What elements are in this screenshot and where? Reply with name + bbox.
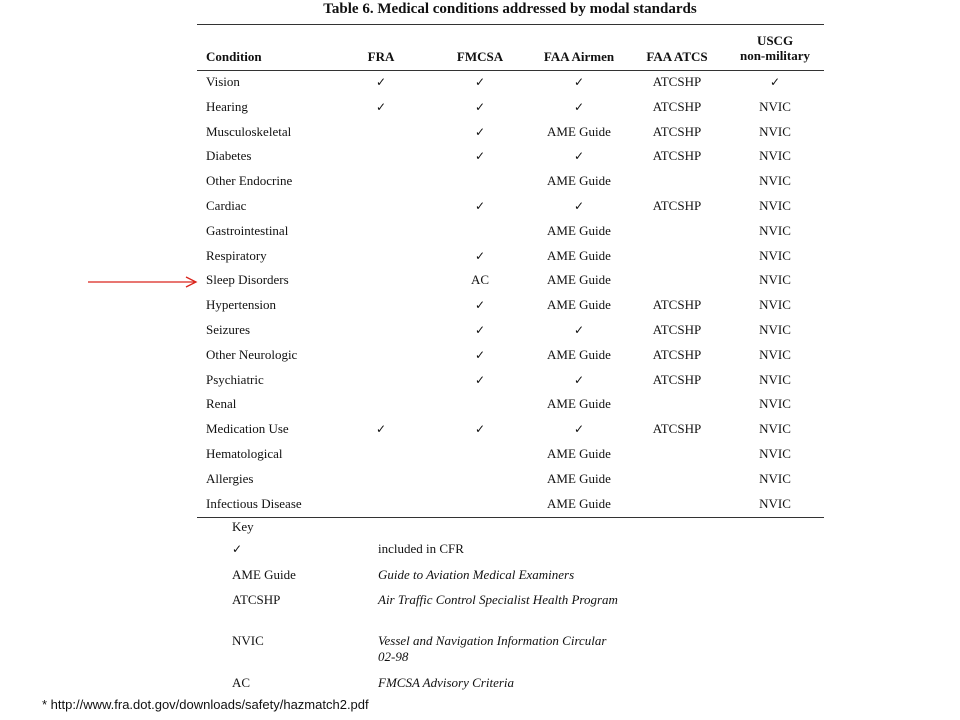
cell-fra: ✓	[375, 99, 387, 114]
cell-condition: Seizures	[206, 322, 251, 337]
table-row	[0, 418, 960, 443]
key-term: AC	[232, 675, 251, 690]
table-bottom-rule	[197, 517, 824, 518]
cell-uscg: NVIC	[759, 346, 791, 362]
cell-faa-atcs: ATCSHP	[652, 322, 702, 337]
header-faa-airmen: FAA Airmen	[543, 49, 615, 64]
key-definition: included in CFR	[378, 541, 464, 556]
cell-fmcsa: ✓	[474, 347, 486, 362]
table-row	[0, 121, 960, 146]
key-term: ATCSHP	[232, 592, 281, 607]
cell-fmcsa: ✓	[474, 199, 486, 213]
cell-uscg: NVIC	[759, 396, 791, 412]
header-fmcsa: FMCSA	[456, 49, 504, 64]
cell-uscg: NVIC	[759, 272, 791, 288]
cell-uscg: NVIC	[759, 446, 791, 461]
table-row	[0, 344, 960, 369]
table-row	[0, 294, 960, 319]
header-uscg-line2: non-military	[739, 48, 811, 63]
table-row	[0, 393, 960, 418]
cell-uscg: NVIC	[759, 297, 791, 313]
cell-condition: Infectious Disease	[206, 495, 302, 511]
table-row	[0, 245, 960, 270]
cell-fmcsa: ✓	[474, 124, 486, 139]
cell-uscg: NVIC	[759, 371, 791, 387]
cell-faa-airmen: AME Guide	[547, 173, 611, 189]
cell-faa-airmen: ✓	[573, 149, 585, 164]
cell-faa-atcs: ATCSHP	[652, 421, 702, 437]
table-row	[0, 319, 960, 344]
cell-fmcsa: ✓	[474, 248, 486, 263]
cell-faa-airmen: ✓	[573, 75, 585, 89]
table-row	[0, 493, 960, 518]
key-definition: Vessel and Navigation Information Circular 02-98	[378, 633, 607, 664]
key-term: AME Guide	[232, 567, 296, 582]
cell-faa-atcs: ATCSHP	[652, 297, 702, 313]
cell-condition: Medication Use	[206, 421, 289, 437]
cell-faa-airmen: AME Guide	[547, 495, 611, 511]
cell-faa-airmen: ✓	[573, 422, 585, 437]
table-row	[0, 96, 960, 121]
cell-uscg: NVIC	[759, 98, 791, 114]
cell-fmcsa: ✓	[474, 298, 486, 313]
cell-faa-atcs: ATCSHP	[652, 198, 702, 213]
cell-fmcsa: ✓	[474, 372, 486, 387]
cell-condition: Vision	[206, 74, 240, 89]
key-term: NVIC	[232, 633, 264, 648]
cell-faa-airmen: AME Guide	[547, 123, 611, 139]
cell-condition: Sleep Disorders	[206, 272, 289, 288]
cell-faa-airmen: AME Guide	[547, 247, 611, 263]
cell-uscg: NVIC	[759, 148, 791, 164]
cell-uscg: NVIC	[759, 123, 791, 139]
cell-uscg: NVIC	[759, 322, 791, 337]
cell-faa-airmen: ✓	[573, 372, 585, 387]
cell-condition: Hypertension	[206, 297, 277, 313]
cell-faa-airmen: AME Guide	[547, 470, 611, 486]
cell-uscg: NVIC	[759, 495, 791, 511]
cell-fmcsa: AC	[470, 272, 490, 288]
cell-faa-airmen: ✓	[573, 199, 585, 213]
cell-condition: Psychiatric	[206, 371, 264, 387]
key-definition: Guide to Aviation Medical Examiners	[378, 567, 575, 582]
cell-fmcsa: ✓	[474, 323, 486, 337]
cell-faa-atcs: ATCSHP	[652, 346, 702, 362]
cell-condition: Gastrointestinal	[206, 222, 289, 238]
header-faa-atcs: FAA ATCS	[646, 49, 708, 64]
table-row	[0, 468, 960, 493]
cell-condition: Hearing	[206, 98, 248, 114]
cell-condition: Musculoskeletal	[206, 123, 292, 139]
cell-fra: ✓	[375, 75, 387, 89]
cell-condition: Hematological	[206, 446, 283, 461]
table-row	[0, 369, 960, 394]
header-fra: FRA	[367, 49, 395, 64]
cell-condition: Allergies	[206, 470, 254, 486]
header-uscg	[724, 33, 826, 63]
table-top-rule	[197, 24, 824, 25]
cell-faa-airmen: AME Guide	[547, 446, 611, 461]
key-term: ✓	[232, 542, 243, 556]
cell-condition: Cardiac	[206, 198, 247, 213]
table-row	[0, 71, 960, 96]
cell-uscg: NVIC	[759, 198, 791, 213]
header-condition: Condition	[206, 49, 262, 64]
cell-faa-airmen: ✓	[573, 323, 585, 337]
cell-uscg: NVIC	[759, 421, 791, 437]
cell-faa-atcs: ATCSHP	[652, 98, 702, 114]
cell-faa-airmen: AME Guide	[547, 222, 611, 238]
source-footnote: * http://www.fra.dot.gov/downloads/safety/hazmatch2.pdf	[42, 697, 369, 712]
key-definition: Air Traffic Control Specialist Health Program	[378, 592, 618, 607]
cell-fmcsa: ✓	[474, 99, 486, 114]
table-row	[0, 145, 960, 170]
table-row	[0, 170, 960, 195]
cell-fmcsa: ✓	[474, 75, 486, 89]
cell-condition: Diabetes	[206, 148, 252, 164]
cell-condition: Other Neurologic	[206, 346, 298, 362]
key-title: Key	[232, 519, 254, 534]
table-row	[0, 220, 960, 245]
cell-faa-airmen: AME Guide	[547, 297, 611, 313]
cell-condition: Respiratory	[206, 247, 267, 263]
cell-faa-atcs: ATCSHP	[652, 123, 702, 139]
table-row	[0, 195, 960, 220]
cell-faa-airmen: AME Guide	[547, 346, 611, 362]
cell-condition: Renal	[206, 396, 237, 412]
cell-uscg: NVIC	[759, 470, 791, 486]
cell-fmcsa: ✓	[474, 149, 486, 164]
cell-faa-atcs: ATCSHP	[652, 74, 702, 89]
red-arrow-icon	[88, 276, 198, 288]
cell-uscg: NVIC	[759, 222, 791, 238]
cell-faa-airmen: ✓	[573, 99, 585, 114]
table-title: Table 6. Medical conditions addressed by modal standards	[323, 1, 697, 17]
cell-fra: ✓	[375, 422, 387, 437]
key-definition: FMCSA Advisory Criteria	[378, 675, 515, 690]
table-row	[0, 443, 960, 468]
cell-condition: Other Endocrine	[206, 173, 293, 189]
cell-faa-atcs: ATCSHP	[652, 148, 702, 164]
cell-faa-airmen: AME Guide	[547, 272, 611, 288]
cell-faa-atcs: ATCSHP	[652, 371, 702, 387]
cell-uscg: NVIC	[759, 173, 791, 189]
header-uscg-line1: USCG	[756, 33, 794, 48]
cell-uscg: NVIC	[759, 247, 791, 263]
cell-fmcsa: ✓	[474, 422, 486, 437]
cell-uscg: ✓	[769, 75, 781, 89]
cell-faa-airmen: AME Guide	[547, 396, 611, 412]
